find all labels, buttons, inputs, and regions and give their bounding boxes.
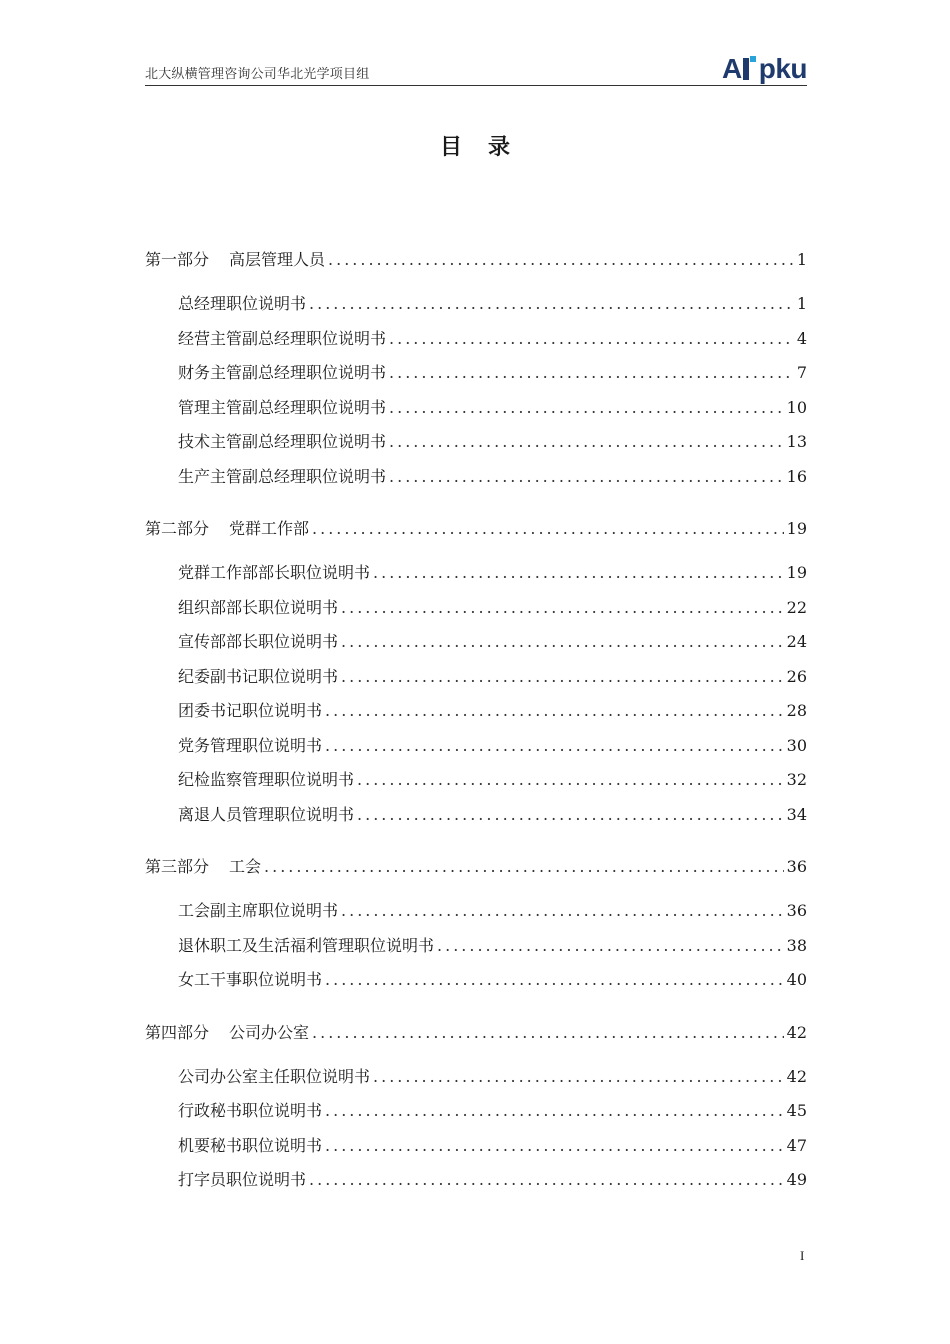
toc-item-label: 党群工作部部长职位说明书 [178, 563, 371, 582]
toc-dot-leader [437, 929, 784, 963]
toc-page-number: 36 [786, 857, 807, 876]
toc-part-name: 高层管理人员 [229, 250, 326, 269]
toc-part-entry[interactable] [145, 243, 807, 287]
toc-page-number: 16 [786, 466, 807, 486]
toc-dot-leader [389, 322, 794, 356]
toc-page-number: 13 [786, 432, 807, 451]
toc-part-entry[interactable] [145, 512, 807, 556]
toc-dot-leader [357, 798, 784, 832]
toc-item-label: 生产主管副总经理职位说明书 [178, 466, 387, 486]
toc-item-entry[interactable] [145, 356, 807, 391]
toc-part-name: 工会 [229, 857, 262, 876]
toc-part-entry[interactable] [145, 850, 807, 894]
toc-item-entry[interactable] [145, 894, 807, 929]
toc-dot-leader [325, 1129, 784, 1163]
toc-item-entry[interactable] [145, 460, 807, 495]
toc-item-entry[interactable] [145, 798, 807, 833]
toc-item-label: 宣传部部长职位说明书 [178, 632, 339, 651]
toc-dot-leader [341, 894, 784, 928]
logo-letter-a: A [721, 53, 742, 84]
toc-page-number: 36 [786, 901, 807, 920]
toc-dot-leader [309, 287, 794, 321]
toc-item-label: 工会副主席职位说明书 [178, 901, 339, 920]
toc-dot-leader [341, 591, 784, 625]
toc-dot-leader [373, 556, 784, 590]
toc-item-entry[interactable] [145, 322, 807, 357]
toc-page-number: 42 [786, 1066, 807, 1086]
toc-section [145, 1016, 807, 1198]
toc-page-number: 4 [796, 328, 807, 348]
toc-dot-leader [389, 356, 794, 390]
toc-page-number: 40 [786, 970, 807, 989]
logo-bar-icon [743, 58, 749, 80]
toc-item-label: 团委书记职位说明书 [178, 701, 323, 720]
toc-item-entry[interactable] [145, 929, 807, 964]
header-organization: 北大纵横管理咨询公司华北光学项目组 [145, 67, 370, 82]
toc-page-number: 1 [796, 294, 807, 313]
toc-item-entry[interactable] [145, 694, 807, 729]
toc-dot-leader [389, 391, 784, 425]
toc-item-label: 纪委副书记职位说明书 [178, 666, 339, 686]
page-title: 目录 [439, 134, 536, 160]
toc-dot-leader [328, 243, 794, 277]
company-logo [722, 53, 807, 83]
toc-dot-leader [341, 625, 784, 659]
toc-page-number: 34 [786, 804, 807, 824]
toc-page-number: 1 [796, 250, 807, 269]
toc-part-name: 党群工作部 [229, 519, 310, 538]
toc-part-name: 公司办公室 [229, 1022, 310, 1042]
page-header [145, 55, 807, 86]
toc-page-number: 47 [786, 1135, 807, 1155]
toc-item-label: 打字员职位说明书 [178, 1170, 307, 1189]
toc-item-label: 总经理职位说明书 [178, 294, 307, 313]
toc-dot-leader [309, 1163, 784, 1197]
table-of-contents [145, 243, 807, 1216]
toc-item-entry[interactable] [145, 391, 807, 426]
toc-item-label: 技术主管副总经理职位说明书 [178, 432, 387, 451]
toc-page-number: 22 [786, 597, 807, 617]
toc-page-number: 7 [796, 363, 807, 382]
toc-page-number: 10 [786, 397, 807, 417]
toc-item-label: 女工干事职位说明书 [178, 970, 323, 989]
toc-item-label: 纪检监察管理职位说明书 [178, 770, 355, 789]
toc-item-entry[interactable] [145, 556, 807, 591]
toc-page-number: 49 [786, 1170, 807, 1189]
toc-item-entry[interactable] [145, 591, 807, 626]
toc-part-entry[interactable] [145, 1016, 807, 1060]
toc-page-number: 28 [786, 701, 807, 720]
toc-page-number: 30 [786, 735, 807, 755]
toc-item-entry[interactable] [145, 1163, 807, 1198]
toc-dot-leader [389, 460, 784, 494]
toc-page-number: 26 [786, 666, 807, 686]
toc-part-number: 第二部分 [145, 519, 210, 538]
toc-dot-leader [312, 512, 784, 546]
logo-text-pku: pku [758, 53, 807, 84]
toc-item-entry[interactable] [145, 1060, 807, 1095]
toc-dot-leader [373, 1060, 784, 1094]
toc-dot-leader [325, 729, 784, 763]
toc-item-label: 组织部部长职位说明书 [178, 597, 339, 617]
toc-item-entry[interactable] [145, 1094, 807, 1129]
toc-part-number: 第一部分 [145, 250, 210, 269]
toc-dot-leader [264, 850, 784, 884]
toc-item-label: 退休职工及生活福利管理职位说明书 [178, 935, 435, 955]
toc-item-label: 管理主管副总经理职位说明书 [178, 397, 387, 417]
toc-page-number: 24 [786, 632, 807, 651]
toc-item-label: 党务管理职位说明书 [178, 735, 323, 755]
toc-item-label: 公司办公室主任职位说明书 [178, 1066, 371, 1086]
toc-page-number: 32 [786, 770, 807, 789]
toc-item-label: 行政秘书职位说明书 [178, 1101, 323, 1120]
toc-part-number: 第三部分 [145, 857, 210, 876]
toc-dot-leader [325, 694, 784, 728]
toc-page-number: 19 [786, 563, 807, 582]
toc-section [145, 512, 807, 832]
toc-dot-leader [325, 1094, 784, 1128]
toc-dot-leader [389, 425, 784, 459]
toc-page-number: 45 [786, 1101, 807, 1120]
toc-dot-leader [312, 1016, 784, 1050]
toc-item-entry[interactable] [145, 729, 807, 764]
toc-item-entry[interactable] [145, 625, 807, 660]
toc-item-label: 离退人员管理职位说明书 [178, 804, 355, 824]
toc-item-entry[interactable] [145, 1129, 807, 1164]
toc-part-number: 第四部分 [145, 1022, 210, 1042]
toc-section [145, 243, 807, 494]
toc-dot-leader [341, 660, 784, 694]
toc-page-number: 19 [786, 519, 807, 538]
toc-page-number: 38 [786, 935, 807, 955]
toc-item-entry[interactable] [145, 660, 807, 695]
toc-section [145, 850, 807, 998]
toc-item-label: 机要秘书职位说明书 [178, 1135, 323, 1155]
toc-item-entry[interactable] [145, 287, 807, 322]
toc-dot-leader [357, 763, 784, 797]
toc-dot-leader [325, 963, 784, 997]
toc-item-entry[interactable] [145, 763, 807, 798]
toc-page-number: 42 [786, 1022, 807, 1042]
toc-item-entry[interactable] [145, 425, 807, 460]
toc-item-label: 财务主管副总经理职位说明书 [178, 363, 387, 382]
toc-item-label: 经营主管副总经理职位说明书 [178, 328, 387, 348]
footer-page-number: I [800, 1248, 805, 1263]
toc-item-entry[interactable] [145, 963, 807, 998]
